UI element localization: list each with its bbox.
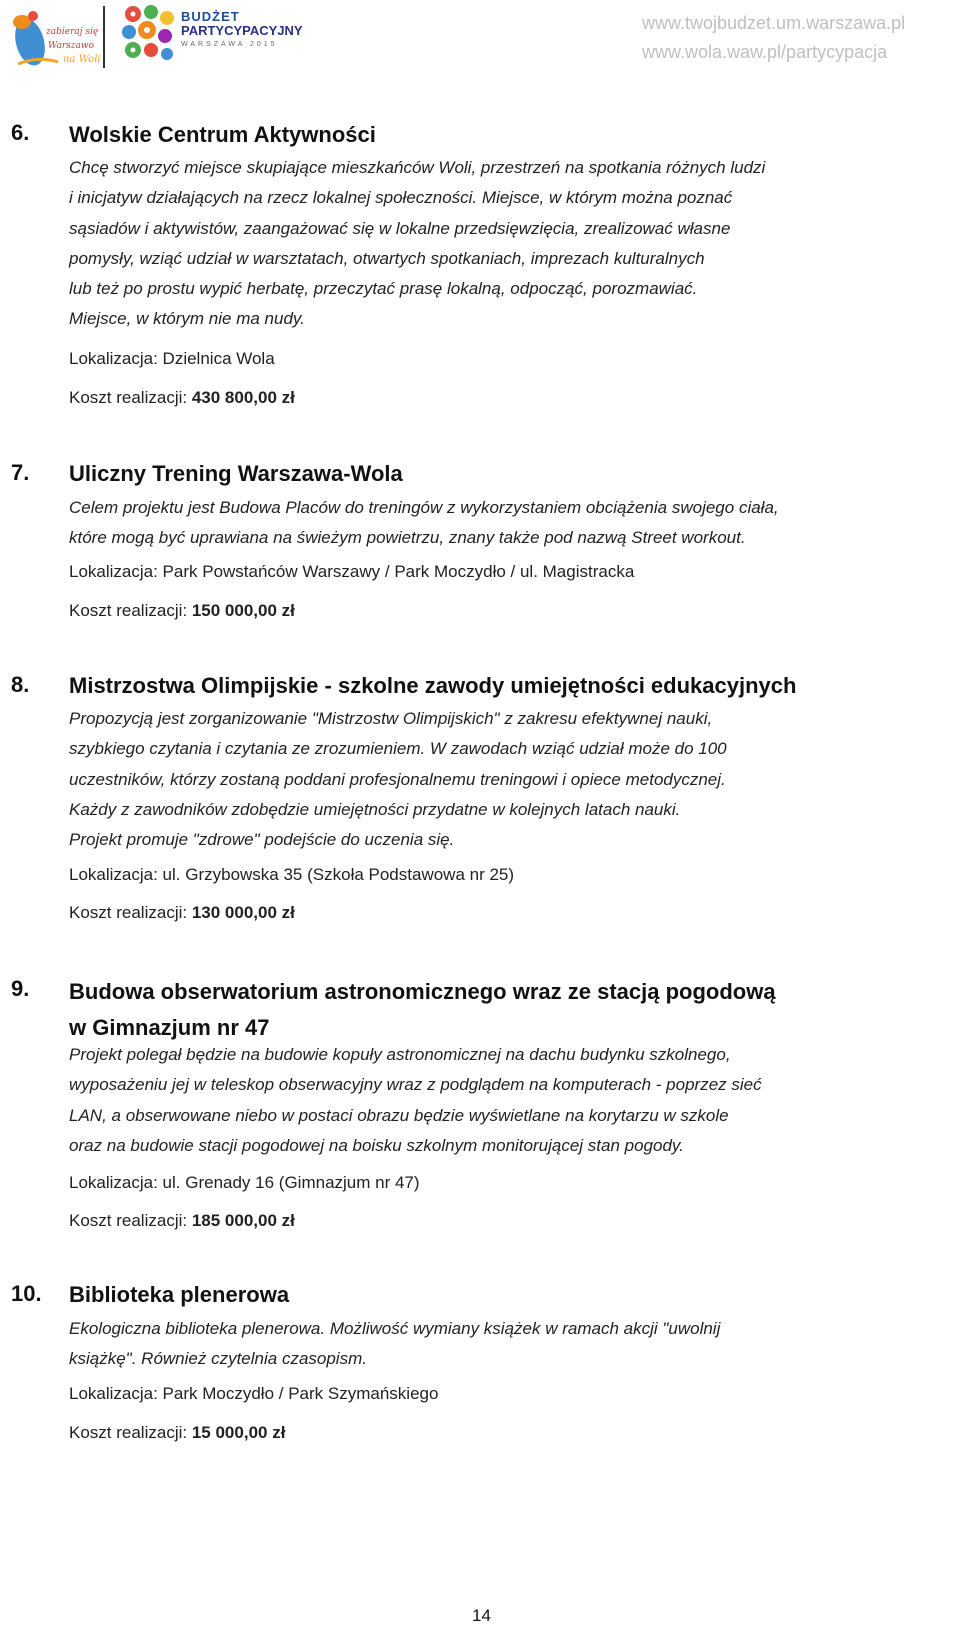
cost-value: 150 000,00 zł (191, 601, 295, 620)
project-title: Uliczny Trening Warszawa-Wola (69, 461, 403, 486)
project-number: 9. (11, 976, 30, 1001)
woli-logo (8, 4, 102, 74)
project-location: Lokalizacja: ul. Grzybowska 35 (Szkoła Podstawowa nr 25) (69, 865, 515, 884)
project-description: Propozycją jest zorganizowanie "Mistrzostw Olimpijskich" z zakresu efektywnej nauki, szybkiego czytania i czytania ze zrozumieniem. W zawodach wziąć udział może do 100 uczestników, którzy zostaną poddani profesjonalnemu treningowi i opiece metodycznej. Każdy z zawodników zdobędzie umiejętności przydatne w kolejnych latach nauki. Projekt promuje "zdrowe" podejście do uczenia się. (69, 709, 727, 850)
cost-label: Koszt realizacji: (69, 903, 188, 922)
cost-label: Koszt realizacji: (69, 601, 188, 620)
cost-label: Koszt realizacji: (69, 1211, 188, 1230)
project-cost (69, 903, 295, 923)
project-description: Projekt polegał będzie na budowie kopuły astronomicznej na dachu budynku szkolnego, wyposażeniu jej w teleskop obserwacyjny wraz z podglądem na komputerach - poprzez sieć LAN, a obserwowane niebo w postaci obrazu będzie wyświetlane na korytarzu w szkole oraz na budowie stacji pogodowej na boisku szkolnym monitorującej stan pogody. (69, 1045, 762, 1155)
budzet-logo-line1: BUDŻET (181, 9, 240, 24)
budzet-logo-text (181, 10, 303, 52)
project-cost (69, 601, 295, 621)
url-twojbudzet[interactable]: www.twojbudzet.um.warszawa.pl (642, 13, 906, 33)
project-location: Lokalizacja: Park Powstańców Warszawy / Park Moczydło / ul. Magistracka (69, 562, 635, 581)
cost-value: 430 800,00 zł (191, 388, 295, 407)
project-number: 8. (11, 672, 30, 697)
header-urls (642, 9, 960, 67)
project-location: Lokalizacja: Park Moczydło / Park Szymańskiego (69, 1384, 439, 1403)
woli-logo-graphic (8, 4, 102, 74)
project-cost (69, 388, 295, 408)
project-description: Chcę stworzyć miejsce skupiające mieszkańców Woli, przestrzeń na spotkania różnych ludzi i inicjatyw działających na rzecz lokalnej społeczności. Miejsce, w którym można poznać sąsiadów i aktywistów, zaangażować się w lokalne przedsięwzięcia, zrealizować własne pomysły, wziąć udział w warsztatach, otwartych spotkaniach, imprezach kulturalnych lub też po prostu wypić herbatę, przeczytać prasę lokalną, odpocząć, porozmawiać. Miejsce, w którym nie ma nudy. (69, 158, 766, 329)
project-title: Mistrzostwa Olimpijskie - szkolne zawody umiejętności edukacyjnych (69, 673, 797, 698)
cost-value: 185 000,00 zł (191, 1211, 295, 1230)
page-number: 14 (472, 1606, 491, 1625)
cost-value: 130 000,00 zł (191, 903, 295, 922)
budzet-logo-line2: PARTYCYPACYJNY (181, 23, 303, 38)
project-title: Wolskie Centrum Aktywności (69, 122, 376, 147)
svg-text:zabieraj się: zabieraj się (46, 27, 99, 37)
project-cost (69, 1211, 295, 1231)
cost-value: 15 000,00 zł (191, 1423, 286, 1442)
project-title: Biblioteka plenerowa (69, 1282, 290, 1307)
project-number: 7. (11, 460, 30, 485)
project-location: Lokalizacja: Dzielnica Wola (69, 349, 275, 368)
svg-text:Warszawo: Warszawo (48, 41, 94, 51)
budzet-logo (119, 2, 303, 72)
page-header (0, 0, 960, 80)
logo-separator (103, 6, 105, 68)
svg-text:na Woli: na Woli (63, 54, 101, 65)
url-wola[interactable]: www.wola.waw.pl/partycypacja (642, 42, 888, 62)
project-location: Lokalizacja: ul. Grenady 16 (Gimnazjum nr 47) (69, 1173, 420, 1192)
project-description: Celem projektu jest Budowa Placów do treningów z wykorzystaniem obciążenia swojego ciała, które mogą być uprawiana na świeżym powietrzu, znany także pod nazwą Street workout. (69, 498, 779, 548)
project-description: Ekologiczna biblioteka plenerowa. Możliwość wymiany książek w ramach akcji "uwolnij książkę". Również czytelnia czasopism. (69, 1319, 721, 1369)
budzet-logo-line3: WARSZAWA 2015 (181, 41, 278, 48)
cost-label: Koszt realizacji: (69, 1423, 188, 1442)
project-title: Budowa obserwatorium astronomicznego wraz ze stacją pogodową w Gimnazjum nr 47 (69, 979, 776, 1040)
project-number: 10. (11, 1281, 42, 1306)
flower-pattern-icon (119, 2, 179, 68)
project-cost (69, 1423, 285, 1443)
cost-label: Koszt realizacji: (69, 388, 188, 407)
project-number: 6. (11, 120, 30, 145)
